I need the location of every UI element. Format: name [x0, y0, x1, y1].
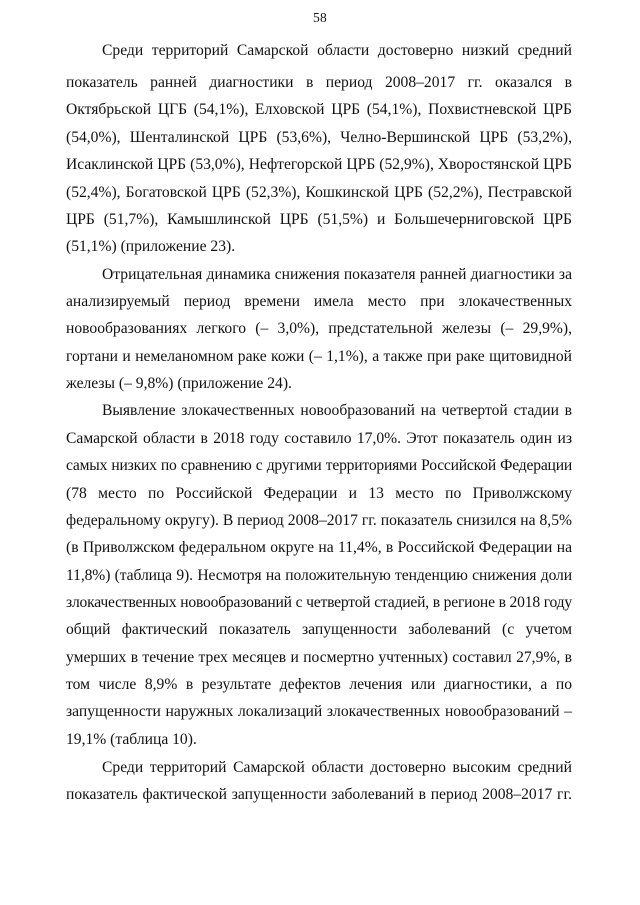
paragraph-2-line-4: гортани и немеланомном раке кожи (– 1,1%), а также при раке щитовидной: [66, 348, 572, 365]
paragraph-1-line-5: Исаклинской ЦРБ (53,0%), Нефтегорской ЦРБ (52,9%), Хворостянской ЦРБ: [66, 156, 572, 173]
paragraph-3-line-8: злокачественных новообразований с четвертой стадией, в регионе в 2018 году: [66, 594, 572, 611]
paragraph-3-line-9: общий фактический показатель запущенности заболеваний (с учетом: [66, 621, 572, 638]
paragraph-3-line-12: запущенности наружных локализаций злокачественных новообразований –: [66, 703, 572, 720]
paragraph-1-line-2: показатель ранней диагностики в период 2008–2017 гг. оказался в: [66, 74, 572, 91]
paragraph-3-line-5: федеральному округу). В период 2008–2017 гг. показатель снизился на 8,5%: [66, 512, 572, 529]
paragraph-1-line-3: Октябрьской ЦГБ (54,1%), Елховской ЦРБ (54,1%), Похвистневской ЦРБ: [66, 101, 572, 118]
paragraph-1-line-8: (51,1%) (приложение 23).: [66, 238, 236, 255]
paragraph-3-line-2: Самарской области в 2018 году составило 17,0%. Этот показатель один из: [66, 430, 572, 447]
paragraph-3-line-1: Выявление злокачественных новообразований на четвертой стадии в: [102, 402, 572, 419]
paragraph-1-line-7: ЦРБ (51,7%), Камышлинской ЦРБ (51,5%) и Большечерниговской ЦРБ: [66, 211, 572, 228]
paragraph-2-line-5: железы (– 9,8%) (приложение 24).: [66, 375, 292, 392]
paragraph-2-line-3: новообразованиях легкого (– 3,0%), предстательной железы (– 29,9%),: [66, 320, 572, 337]
paragraph-2-line-2: анализируемый период времени имела место при злокачественных: [66, 293, 572, 310]
paragraph-1-line-1: Среди территорий Самарской области достоверно низкий средний: [102, 42, 572, 59]
paragraph-4-line-1: Среди территорий Самарской области достоверно высоким средний: [102, 759, 572, 776]
paragraph-3-line-10: умерших в течение трех месяцев и посмертно учтенных) составил 27,9%, в: [66, 649, 572, 666]
paragraph-3-line-6: (в Приволжском федеральном округе на 11,4%, в Российской Федерации на: [66, 539, 572, 556]
paragraph-2-line-1: Отрицательная динамика снижения показателя ранней диагностики за: [102, 266, 572, 283]
page-number: 58: [313, 10, 327, 25]
paragraph-1-line-6: (52,4%), Богатовской ЦРБ (52,3%), Кошкинской ЦРБ (52,2%), Пестравской: [66, 184, 572, 201]
paragraph-3-line-11: том числе 8,9% в результате дефектов лечения или диагностики, а по: [66, 676, 572, 693]
paragraph-3-line-3: самых низких по сравнению с другими территориями Российской Федерации: [66, 457, 572, 474]
paragraph-3-line-13: 19,1% (таблица 10).: [66, 731, 197, 748]
paragraph-3-line-4: (78 место по Российской Федерации и 13 место по Приволжскому: [66, 485, 572, 502]
paragraph-1-line-4: (54,0%), Шенталинской ЦРБ (53,6%), Челно-Вершинской ЦРБ (53,2%),: [66, 129, 572, 146]
paragraph-4-line-2: показатель фактической запущенности заболеваний в период 2008–2017 гг.: [66, 786, 572, 803]
paragraph-3-line-7: 11,8%) (таблица 9). Несмотря на положительную тенденцию снижения доли: [66, 567, 572, 584]
